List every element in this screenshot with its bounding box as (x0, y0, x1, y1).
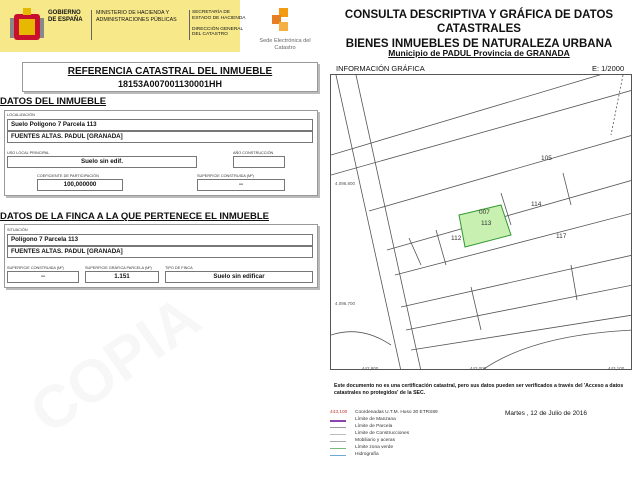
parcel-label-007: 007 (479, 209, 490, 216)
parcel-boundary (331, 75, 632, 155)
situacion-line2: FUENTES ALTAS. PADUL [GRANADA] (7, 246, 313, 258)
tick-left-bottom: 4.096.700 (335, 301, 356, 306)
uso-value: Suelo sin edif. (7, 156, 197, 168)
sup-graf-label: SUPERFICIE GRÁFICA PARCELA (M²) (85, 266, 152, 270)
parcel-boundary (571, 265, 577, 300)
legend-item (330, 438, 490, 445)
legend-label: Límite de Construcciones (355, 431, 410, 436)
scale-label: E: 1/2000 (592, 64, 625, 73)
parcel-boundary (395, 213, 632, 275)
tick-bottom-2: 443,000 (470, 366, 487, 371)
tick-bottom-3: 443,100 (608, 366, 625, 371)
legend-item (330, 417, 490, 424)
title-line2: BIENES INMUEBLES DE NATURALEZA URBANA (345, 37, 613, 50)
referencia-title: REFERENCIA CATASTRAL DEL INMUEBLE (67, 66, 273, 77)
legend-swatch (330, 420, 346, 422)
parcel-label-117: 117 (556, 233, 567, 240)
parcel-label-114: 114 (531, 201, 542, 208)
legend-swatch (330, 441, 346, 442)
tick-bottom-1: 442,900 (362, 366, 379, 371)
situacion-line1: Polígono 7 Parcela 113 (7, 234, 313, 246)
stream-line (331, 332, 391, 345)
coef-label: COEFICIENTE DE PARTICIPACIÓN (37, 174, 99, 178)
sede-label: Sede Electrónica del Catastro (259, 38, 311, 51)
legend-label: Mobiliario y aceras (355, 438, 395, 443)
legend-coords: Coordenadas U.T.M. Huso 30 ETRS89 (355, 410, 438, 415)
info-grafica-label: INFORMACIÓN GRÁFICA (336, 64, 425, 73)
referencia-number: 18153A007001130001HH (117, 79, 223, 89)
sup-const-label: SUPERFICIE CONSTRUIDA (M²) (7, 266, 64, 270)
finca-panel (4, 224, 318, 288)
road-edge (356, 75, 421, 370)
divider (91, 10, 92, 40)
sup-value: -- (197, 179, 285, 191)
legend-item (330, 431, 490, 438)
header-strip (0, 0, 322, 58)
parcel-label-112: 112 (451, 235, 462, 242)
referencia-box (22, 62, 318, 92)
ano-value (233, 156, 285, 168)
document-title (322, 8, 636, 51)
parcel-boundary (436, 230, 446, 265)
watermark (17, 282, 212, 448)
uso-label: USO LOCAL PRINCIPAL (7, 151, 50, 155)
legend-item (330, 452, 490, 459)
inmueble-panel (4, 110, 318, 196)
legend-header-row (330, 410, 490, 417)
secretaria-label (192, 10, 248, 38)
disclaimer-note: Este documento no es una certificación catastral, pero sus datos pueden ser verificados a través del 'Acceso a datos catastrales no protegidos' de la SEC. (334, 383, 624, 396)
secretaria-text: SECRETARÍA DE ESTADO DE HACIENDA (192, 10, 246, 21)
stream-line (481, 330, 632, 370)
legend-label: Límite de Parcela (355, 424, 393, 429)
sup-label: SUPERFICIE CONSTRUIDA (M²) (197, 174, 254, 178)
parcel-boundary (406, 285, 632, 330)
tipo-label: TIPO DE FINCA (165, 266, 193, 270)
gobierno-label: GOBIERNO DE ESPAÑA (48, 10, 83, 23)
sede-electronica-logo-icon (268, 8, 290, 32)
legend-item (330, 424, 490, 431)
localizacion-line2: FUENTES ALTAS. PADUL [GRANADA] (7, 131, 313, 143)
legend-swatch (330, 427, 346, 428)
title-line1: CONSULTA DESCRIPTIVA Y GRÁFICA DE DATOS CATASTRALES (344, 9, 614, 36)
tick-left-top: 4.096.800 (335, 181, 356, 186)
parcel-boundary (369, 135, 632, 211)
parcel-label-105: 105 (541, 155, 552, 162)
ministry-label: MINISTERIO DE HACIENDA Y ADMINISTRACIONES PÚBLICAS (96, 10, 177, 23)
road-edge (336, 75, 401, 370)
parcel-boundary (331, 90, 632, 175)
municipio-label: Municipio de PADUL Provincia de GRANADA (388, 48, 570, 58)
limit-dashed (611, 75, 623, 135)
localizacion-line1: Suelo Polígono 7 Parcela 113 (7, 119, 313, 131)
document-date: Martes , 12 de Julio de 2016 (505, 410, 588, 417)
legend-swatch (330, 455, 346, 456)
situacion-label: SITUACIÓN (7, 228, 28, 232)
localizacion-label: LOCALIZACIÓN (7, 113, 35, 117)
legend-header: 443,100 (330, 410, 348, 415)
sup-const-value: -- (7, 271, 79, 283)
legend-swatch (330, 448, 346, 449)
parcel-boundary (401, 255, 632, 307)
parcel-boundary (387, 180, 632, 250)
divider (189, 10, 190, 40)
map-legend (330, 410, 490, 459)
coef-value: 100,000000 (37, 179, 123, 191)
parcel-boundary (471, 287, 481, 330)
legend-label: Límite de Manzana (355, 417, 396, 422)
finca-section-title: DATOS DE LA FINCA A LA QUE PERTENECE EL INMUEBLE (0, 211, 270, 222)
ano-label: AÑO CONSTRUCCIÓN (233, 151, 274, 155)
parcel-boundary (563, 173, 571, 205)
sup-graf-value: 1.151 (85, 271, 159, 283)
cadastral-map (330, 74, 632, 370)
legend-label: Límite zona verde (355, 445, 394, 450)
coat-of-arms-icon (10, 8, 44, 44)
legend-swatch (330, 434, 346, 435)
parcel-label-113: 113 (481, 220, 492, 227)
tipo-value: Suelo sin edificar (165, 271, 313, 283)
inmueble-section-title: DATOS DEL INMUEBLE (0, 96, 107, 107)
legend-label: Hidrografía (355, 452, 379, 457)
direccion-text: DIRECCIÓN GENERAL DEL CATASTRO (192, 26, 243, 38)
legend-item (330, 445, 490, 452)
